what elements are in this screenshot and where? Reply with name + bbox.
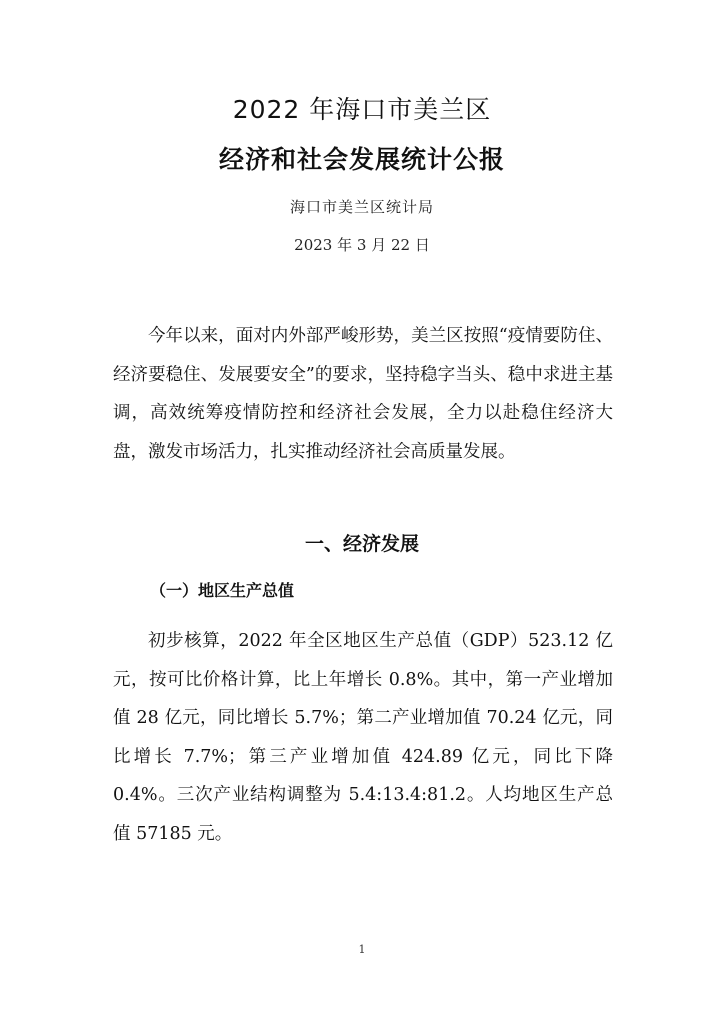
document-title-line1: 2022 年海口市美兰区 — [232, 95, 492, 124]
publish-date: 2023 年 3 月 22 日 — [294, 236, 430, 254]
subsection-heading: （一）地区生产总值 — [150, 581, 295, 600]
issuer: 海口市美兰区统计局 — [289, 198, 434, 216]
section-heading: 一、经济发展 — [304, 533, 419, 555]
gdp-paragraph: 初步核算，2022 年全区地区生产总值（GDP）523.12 亿元，按可比价格计算，比上年增长 0.8%。其中，第一产业增加值 28 亿元，同比增长 5.7%；第二产业增加值 70.24 亿元，同比增长 7.7%；第三产业增加值 424.89 亿元，同比下降 0.4%。三次产业结构调整为 5.4:13.4:81.2。人均地区生产总值 57185 元。 — [113, 631, 613, 844]
document-title-line2: 经济和社会发展统计公报 — [218, 145, 505, 174]
intro-paragraph: 今年以来，面对内外部严峻形势，美兰区按照“疫情要防住、经济要稳住、发展要安全”的要求，坚持稳字当头、稳中求进主基调，高效统筹疫情防控和经济社会发展，全力以赴稳住经济大盘，激发市场活力，扎实推动经济社会高质量发展。 — [113, 326, 613, 462]
page-number: 1 — [358, 943, 366, 956]
